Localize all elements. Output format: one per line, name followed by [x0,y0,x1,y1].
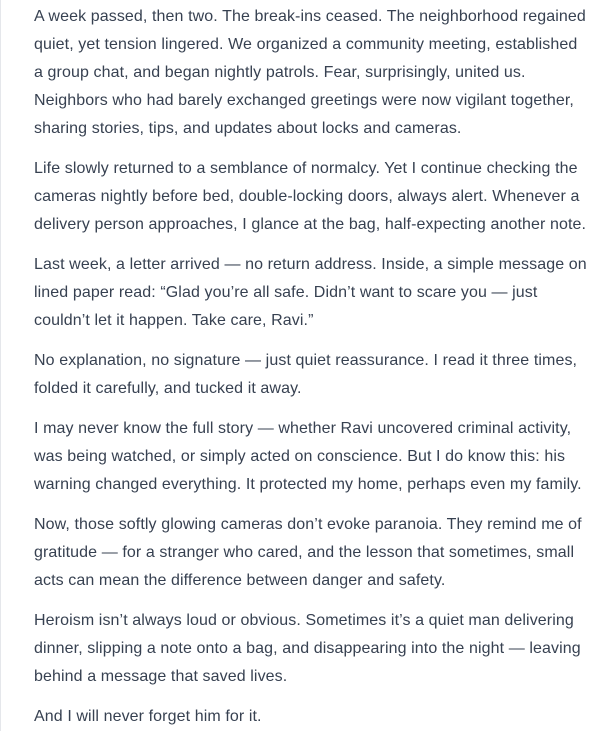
paragraph: And I will never forget him for it. [34,708,262,725]
paragraph: I may never know the full story — whether Ravi uncovered criminal activity, was being watched, or simply acted on conscience. But I do know this: his warning changed everything. It protected my home, perhaps even my family. [34,420,582,493]
paragraph: Now, those softly glowing cameras don’t evoke paranoia. They remind me of gratitude — for a stranger who cared, and the lesson that sometimes, small acts can mean the difference between danger and safety. [34,516,582,589]
paragraph: A week passed, then two. The break-ins ceased. The neighborhood regained quiet, yet tension lingered. We organized a community meeting, established a group chat, and began nightly patrols. Fear, surprisingly, united us. Neighbors who had barely exchanged greetings were now vigilant together, sharing stories, tips, and updates about locks and cameras. [34,8,586,137]
paragraph: Last week, a letter arrived — no return address. Inside, a simple message on lined paper read: “Glad you’re all safe. Didn’t want to scare you — just couldn’t let it happen. Take care, Ravi.” [34,256,587,329]
paragraph: No explanation, no signature — just quiet reassurance. I read it three times, folded it carefully, and tucked it away. [34,352,578,397]
paragraph: Life slowly returned to a semblance of normalcy. Yet I continue checking the cameras nightly before bed, double-locking doors, always alert. Whenever a delivery person approaches, I glance at the bag, half-expecting another note. [34,160,587,233]
paragraph: Heroism isn’t always loud or obvious. Sometimes it’s a quiet man delivering dinner, slipping a note onto a bag, and disappearing into the night — leaving behind a message that saved lives. [34,612,581,685]
article-body [34,3,588,731]
